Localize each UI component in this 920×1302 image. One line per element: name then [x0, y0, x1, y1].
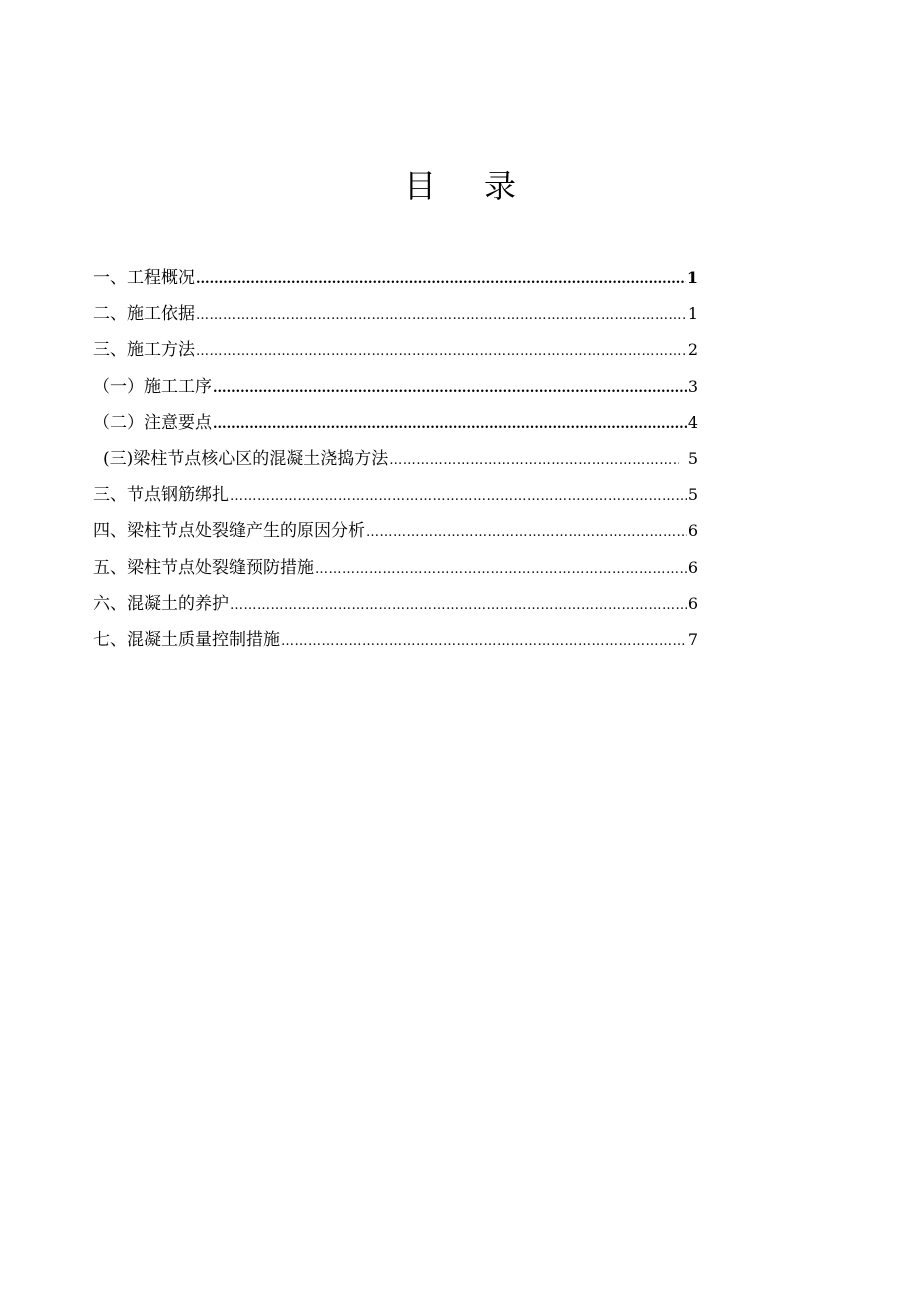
toc-entry-label: (三)梁柱节点核心区的混凝土浇捣方法: [103, 448, 389, 469]
title-char-2: 录: [484, 167, 517, 205]
toc-entry-10[interactable]: [93, 591, 698, 627]
toc-entry-label: （一）施工工序: [93, 376, 212, 397]
toc-entry-1[interactable]: [93, 265, 698, 301]
title-char-1: 目: [403, 167, 436, 205]
toc-entry-label: 三、节点钢筋绑扎: [93, 485, 229, 506]
toc-entry-7[interactable]: [93, 482, 698, 518]
toc-leader-dots: [196, 339, 687, 365]
toc-entry-2[interactable]: [93, 301, 698, 337]
toc-entry-label: 七、混凝土质量控制措施: [93, 629, 280, 650]
toc-leader-dots: [230, 593, 687, 619]
toc-entry-6[interactable]: [93, 446, 698, 482]
toc-leader-dots: [366, 520, 687, 546]
toc-entry-label: 六、混凝土的养护: [93, 593, 229, 614]
toc-entry-page: 1: [687, 304, 698, 324]
toc-entry-11[interactable]: [93, 627, 698, 663]
toc-entry-label: 四、梁柱节点处裂缝产生的原因分析: [93, 521, 365, 542]
toc-entry-3[interactable]: [93, 337, 698, 373]
toc-entry-page: 5: [687, 485, 698, 505]
toc-leader-dots: [196, 303, 687, 329]
toc-entry-page: 7: [687, 629, 698, 649]
toc-leader-dots: [213, 376, 687, 402]
toc-entry-4[interactable]: [93, 374, 698, 410]
page-title: [0, 166, 920, 206]
toc-entry-label: 二、施工依据: [93, 304, 195, 325]
toc-entry-label: （二）注意要点: [93, 412, 212, 433]
toc-entry-9[interactable]: [93, 555, 698, 591]
toc-entry-label: 五、梁柱节点处裂缝预防措施: [93, 557, 314, 578]
toc-entry-page: 6: [687, 557, 698, 577]
toc-entry-page: 2: [687, 340, 698, 360]
toc-entry-page: 5: [687, 448, 698, 468]
toc-entry-label: 一、工程概况: [93, 268, 195, 288]
toc-entry-page: 4: [687, 412, 698, 432]
toc-leader-dots: [315, 557, 687, 583]
toc-entry-page: 3: [687, 376, 698, 396]
toc-leader-dots: [213, 412, 687, 438]
toc-leader-dots: [196, 267, 686, 293]
toc-leader-dots: [281, 629, 687, 655]
table-of-contents: [93, 265, 698, 663]
toc-entry-label: 三、施工方法: [93, 340, 195, 361]
toc-leader-dots: [230, 484, 687, 510]
toc-entry-8[interactable]: [93, 518, 698, 554]
toc-entry-page: 1: [686, 268, 698, 287]
toc-entry-page: 6: [687, 593, 698, 613]
toc-leader-dots: [389, 448, 679, 474]
toc-entry-page: 6: [687, 521, 698, 541]
toc-entry-5[interactable]: [93, 410, 698, 446]
